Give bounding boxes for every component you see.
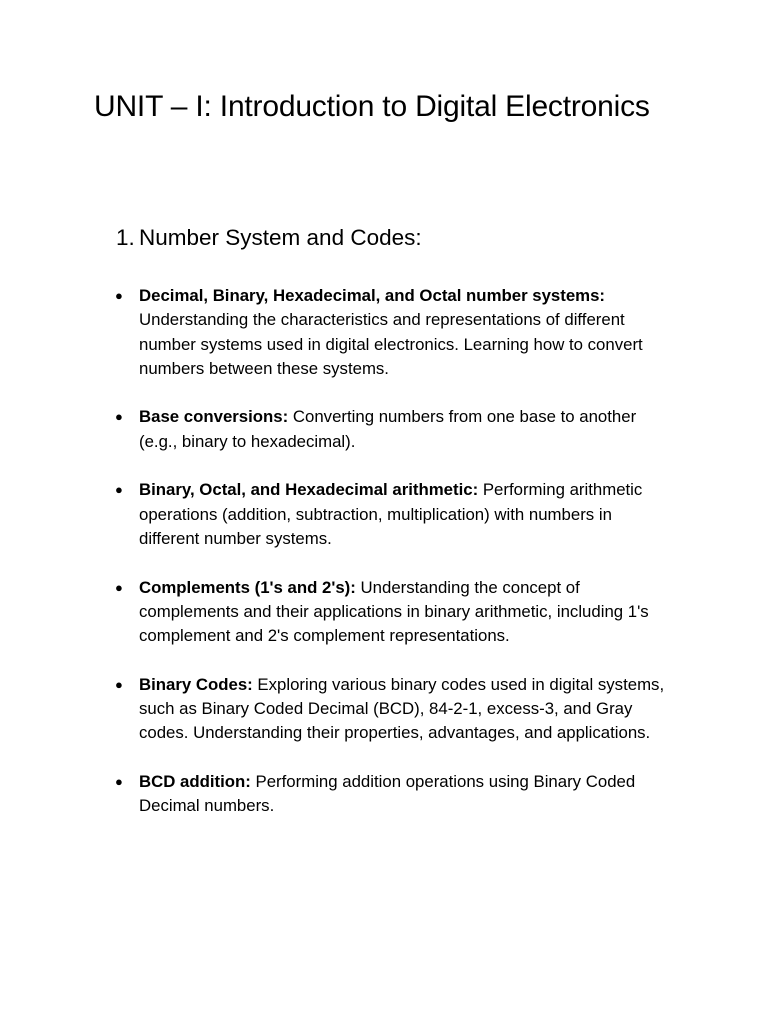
list-item (114, 673, 674, 746)
bullet-icon: ● (115, 409, 123, 425)
section-number: 1. (116, 225, 135, 250)
bullet-icon: ● (115, 579, 123, 595)
page-title: UNIT – I: Introduction to Digital Electronics (94, 90, 650, 123)
bullet-icon: ● (115, 676, 123, 692)
item-term: Binary, Octal, and Hexadecimal arithmetic: (139, 480, 479, 500)
item-text: Converting numbers from one base to another (e.g., binary to hexadecimal). (139, 407, 637, 451)
bullet-icon: ● (115, 482, 123, 498)
item-text: Understanding the characteristics and representations of different number systems used in digital electronics. Learning how to convert numbers between these systems. (139, 310, 643, 378)
section-heading (116, 224, 676, 252)
item-term: Binary Codes: (139, 674, 253, 694)
item-text: Performing arithmetic operations (addition, subtraction, multiplication) with numbers in different number systems. (139, 480, 643, 548)
bullet-icon: ● (115, 288, 123, 303)
bullet-icon: ● (115, 773, 123, 789)
item-term: Complements (1's and 2's): (139, 577, 356, 597)
list-item (114, 405, 674, 454)
item-term: BCD addition: (139, 771, 251, 791)
list-item (114, 576, 674, 649)
item-term: Base conversions: (139, 407, 289, 427)
item-text: Exploring various binary codes used in digital systems, such as Binary Coded Decimal (BCD), 84-2-1, excess-3, and Gray codes. Understanding their properties, advantages, and applications. (139, 674, 665, 743)
section-heading-text: Number System and Codes: (139, 225, 422, 250)
topic-list (114, 284, 674, 843)
list-item (114, 770, 674, 819)
item-term: Decimal, Binary, Hexadecimal, and Octal number systems: (139, 286, 606, 305)
item-text: Understanding the concept of complements and their applications in binary arithmetic, including 1's complement and 2's complement representations. (139, 577, 649, 646)
list-item (114, 478, 674, 551)
item-text: Performing addition operations using Binary Coded Decimal numbers. (139, 771, 636, 816)
list-item (114, 284, 674, 381)
